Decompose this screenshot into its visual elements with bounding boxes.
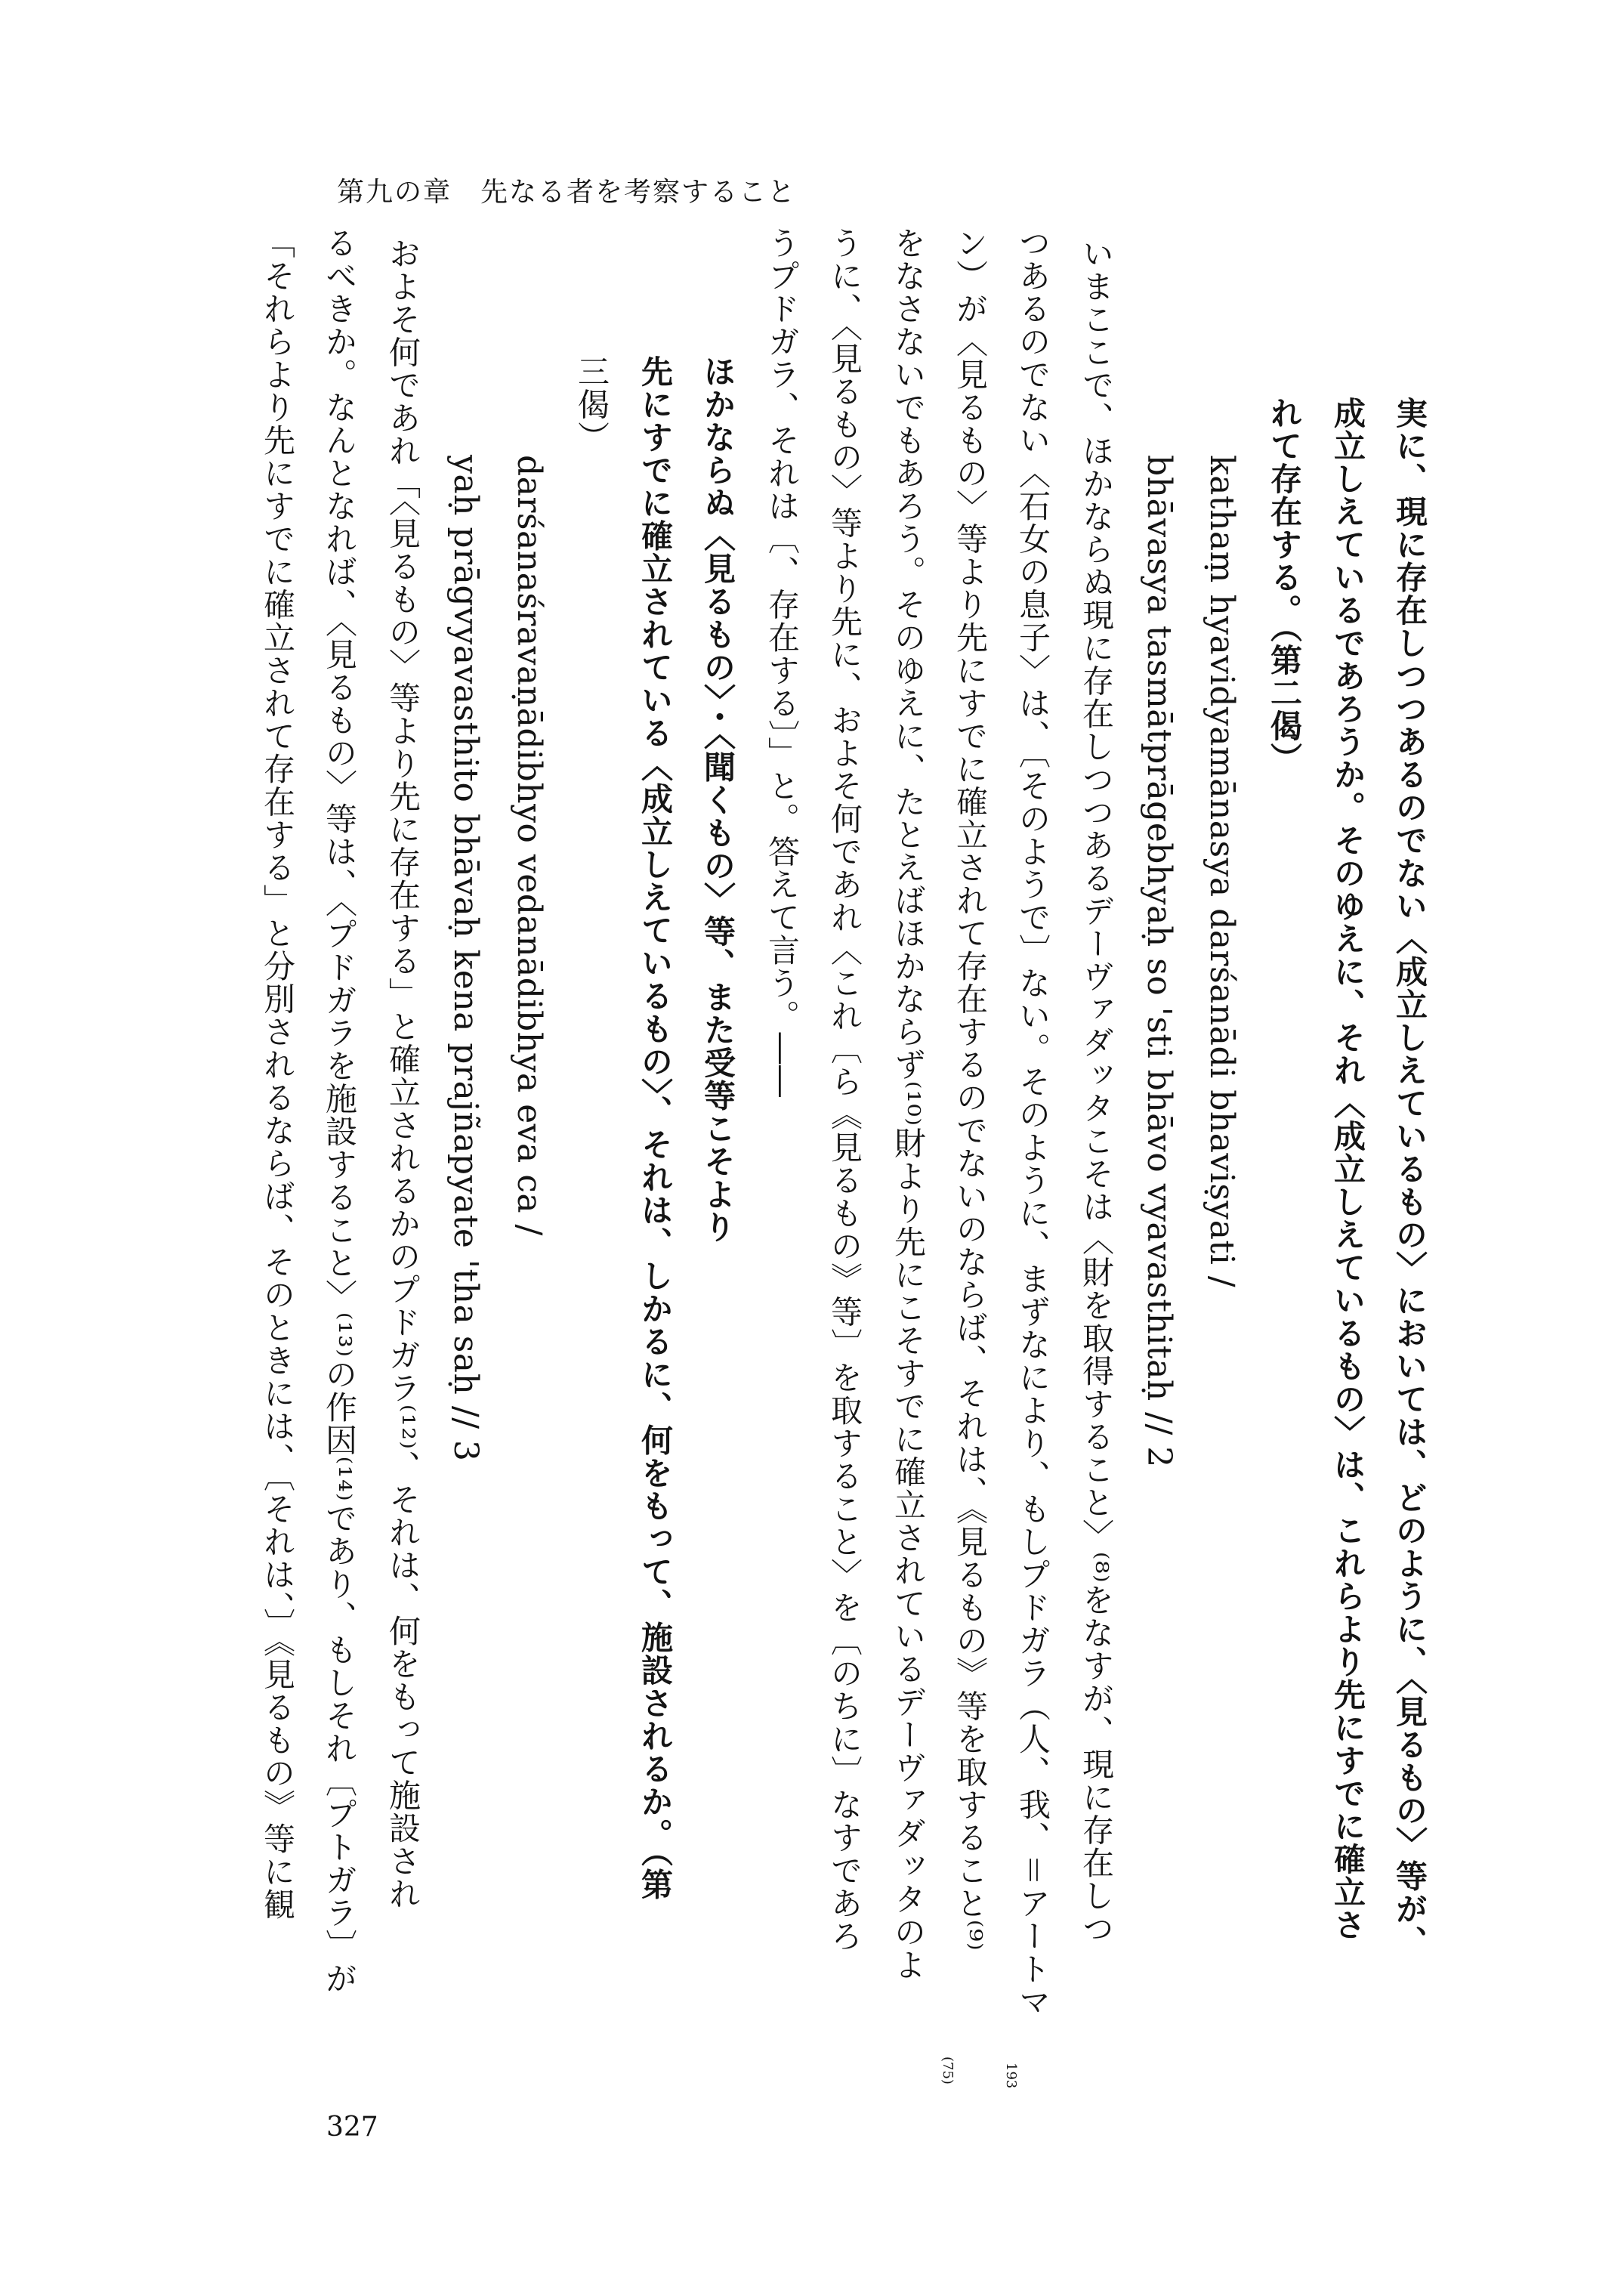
sanskrit-verse-line: yaḥ prāgvyavasthito bhāvaḥ kena prajñapyate 'tha saḥ // 3 bbox=[446, 455, 485, 1462]
running-header: 第九の章 先なる者を考察すること bbox=[337, 177, 797, 208]
text-column: るべきか。なんとなれば、〈見るもの〉等は、〈プドガラを施設すること〉⁽¹³⁾の作因⁽¹⁴⁾であり、もしそれ〔プトガラ〕が bbox=[321, 227, 358, 1995]
margin-page-mark: (75) bbox=[940, 2057, 956, 2084]
text-column: 先にすでに確立されている〈成立しえているもの〉、それは、しかるに、何をもって、施設されるか。（第 bbox=[637, 355, 674, 1901]
text-column: 成立しえているであろうか。そのゆえに、それ〈成立しえているもの〉は、これらより先にすでに確立さ bbox=[1329, 397, 1366, 1942]
text-column: うプドガラ、それは〔、存在する〕」と。答えて言う。―― bbox=[764, 227, 801, 1099]
text-column: 実に、現に存在しつつあるのでない〈成立しえているもの〉においては、どのように、〈見るもの〉等が、 bbox=[1391, 397, 1428, 1958]
text-column: れて存在する。（第二偈） bbox=[1266, 397, 1303, 775]
sanskrit-verse-line: bhāvasya tasmātprāgebhyaḥ so 'sti bhāvo vyavasthitaḥ // 2 bbox=[1140, 455, 1178, 1468]
text-column: ン）が〈見るもの〉等より先にすでに確立されて存在するのでないのならば、それは、《見るもの》等を取すること⁽⁹⁾ bbox=[952, 227, 989, 1951]
margin-page-mark: 193 bbox=[1003, 2063, 1019, 2089]
vertical-text-body bbox=[259, 227, 1435, 2153]
text-column: つあるのでない〈石女の息子〉は、〔そのようで〕ない。そのように、まずなにより、もしプドガラ（人、我、＝アートマ bbox=[1014, 227, 1051, 2019]
text-column: 三偈） bbox=[573, 355, 610, 454]
sanskrit-verse-line: kathaṃ hyavidyamānasya darśanādi bhaviṣyati / bbox=[1203, 455, 1241, 1288]
text-column: およそ何であれ「〈見るもの〉等より先に存在する」と確立されるかのプドガラ⁽¹²⁾、それは、何をもって施設され bbox=[384, 237, 421, 1911]
text-column: いまここで、ほかならぬ現に存在しつつあるデーヴァダッタこそは〈財を取得すること〉⁽⁸⁾をなすが、現に存在しつ bbox=[1078, 237, 1115, 1945]
text-column: うに、〈見るもの〉等より先に、およそ何であれ〈これ〔ら《見るもの》等〕を取すること〉を〔のちに〕なすであろ bbox=[826, 227, 863, 1953]
text-column: 「それらより先にすでに確立されて存在する」と分別されるならば、そのときには、〔それは、〕《見るもの》等に観 bbox=[259, 227, 296, 1921]
sanskrit-verse-line: darśanaśravaṇādibhyo vedanādibhya eva ca / bbox=[510, 455, 548, 1236]
text-column: をなさないでもあろう。そのゆえに、たとえばほかならず⁽¹⁰⁾財より先にこそすでに確立されているデーヴァダッタのよ bbox=[890, 227, 927, 1982]
text-column: ほかならぬ〈見るもの〉・〈聞くもの〉等、また受等こそより bbox=[699, 355, 736, 1244]
page-number: 327 bbox=[326, 2112, 378, 2143]
